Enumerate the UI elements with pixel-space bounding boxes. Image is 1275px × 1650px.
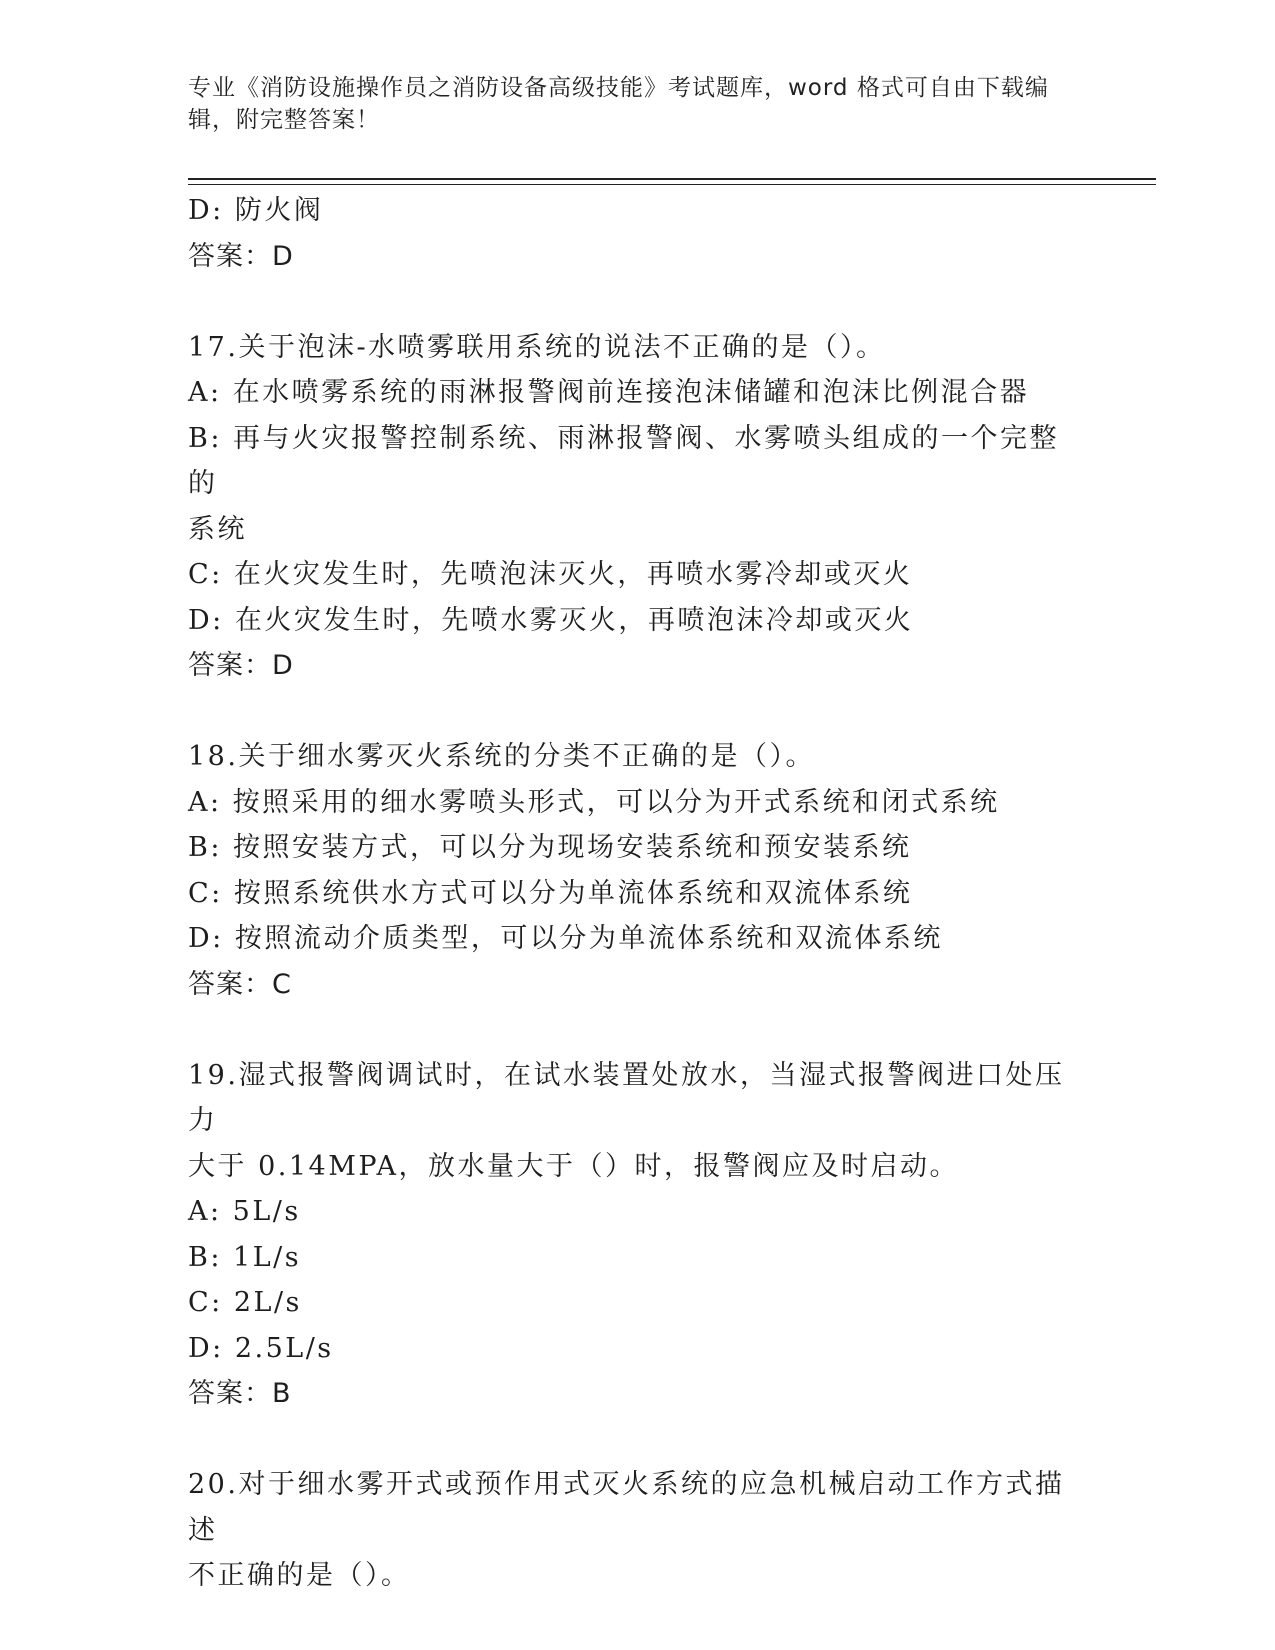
question-19 [188, 1053, 1088, 1417]
spacer [188, 1007, 1088, 1053]
q19-option-c: C: 2L/s [188, 1287, 302, 1318]
q17-option-c: C: 在火灾发生时，先喷泡沫灭火，再喷水雾冷却或灭火 [188, 559, 913, 590]
q17-option-a: A: 在水喷雾系统的雨淋报警阀前连接泡沫储罐和泡沫比例混合器 [188, 377, 1030, 408]
header-divider-thick [188, 178, 1156, 180]
q17-option-d: D: 在火灾发生时，先喷水雾灭火，再喷泡沫冷却或灭火 [188, 604, 914, 636]
prev-answer: 答案：D [188, 240, 294, 272]
header-line-2: 辑，附完整答案！ [188, 107, 380, 133]
spacer [188, 1417, 1088, 1463]
q17-stem: 17.关于泡沫-水喷雾联用系统的说法不正确的是（）。 [188, 331, 886, 363]
question-content [188, 188, 1088, 1599]
q17-option-b-line2: 系统 [188, 513, 247, 545]
q19-stem-line1: 19.湿式报警阀调试时，在试水装置处放水，当湿式报警阀进口处压力 [188, 1059, 1065, 1136]
header-divider-thin [188, 184, 1156, 185]
header-line-1: 专业《消防设施操作员之消防设备高级技能》考试题库，word 格式可自由下载编 [188, 75, 1049, 101]
spacer [188, 689, 1088, 735]
q20-stem-line1: 20.对于细水雾开式或预作用式灭火系统的应急机械启动工作方式描述 [188, 1469, 1065, 1546]
question-18 [188, 734, 1088, 1007]
q17-answer: 答案：D [188, 650, 294, 681]
q18-option-b: B: 按照安装方式，可以分为现场安装系统和预安装系统 [188, 832, 912, 863]
q18-option-d: D: 按照流动介质类型，可以分为单流体系统和双流体系统 [188, 923, 943, 954]
question-17 [188, 325, 1088, 689]
spacer [188, 279, 1088, 325]
q18-option-c: C: 按照系统供水方式可以分为单流体系统和双流体系统 [188, 877, 913, 909]
q18-option-a: A: 按照采用的细水雾喷头形式，可以分为开式系统和闭式系统 [188, 786, 1000, 818]
q18-answer: 答案：C [188, 968, 292, 1000]
q19-stem-line2: 大于 0.14MPA，放水量大于（）时，报警阀应及时启动。 [188, 1150, 960, 1182]
q19-option-a: A: 5L/s [188, 1196, 301, 1227]
page-header [188, 72, 1068, 136]
question-20 [188, 1462, 1088, 1599]
q20-stem-line2: 不正确的是（）。 [188, 1560, 411, 1591]
q18-stem: 18.关于细水雾灭火系统的分类不正确的是（）。 [188, 741, 815, 772]
q19-option-d: D: 2.5L/s [188, 1332, 334, 1364]
prev-option-d: D: 防火阀 [188, 195, 324, 226]
q17-option-b-line1: B: 再与火灾报警控制系统、雨淋报警阀、水雾喷头组成的一个完整的 [188, 422, 1060, 499]
q19-answer: 答案：B [188, 1378, 292, 1409]
q19-option-b: B: 1L/s [188, 1241, 302, 1273]
